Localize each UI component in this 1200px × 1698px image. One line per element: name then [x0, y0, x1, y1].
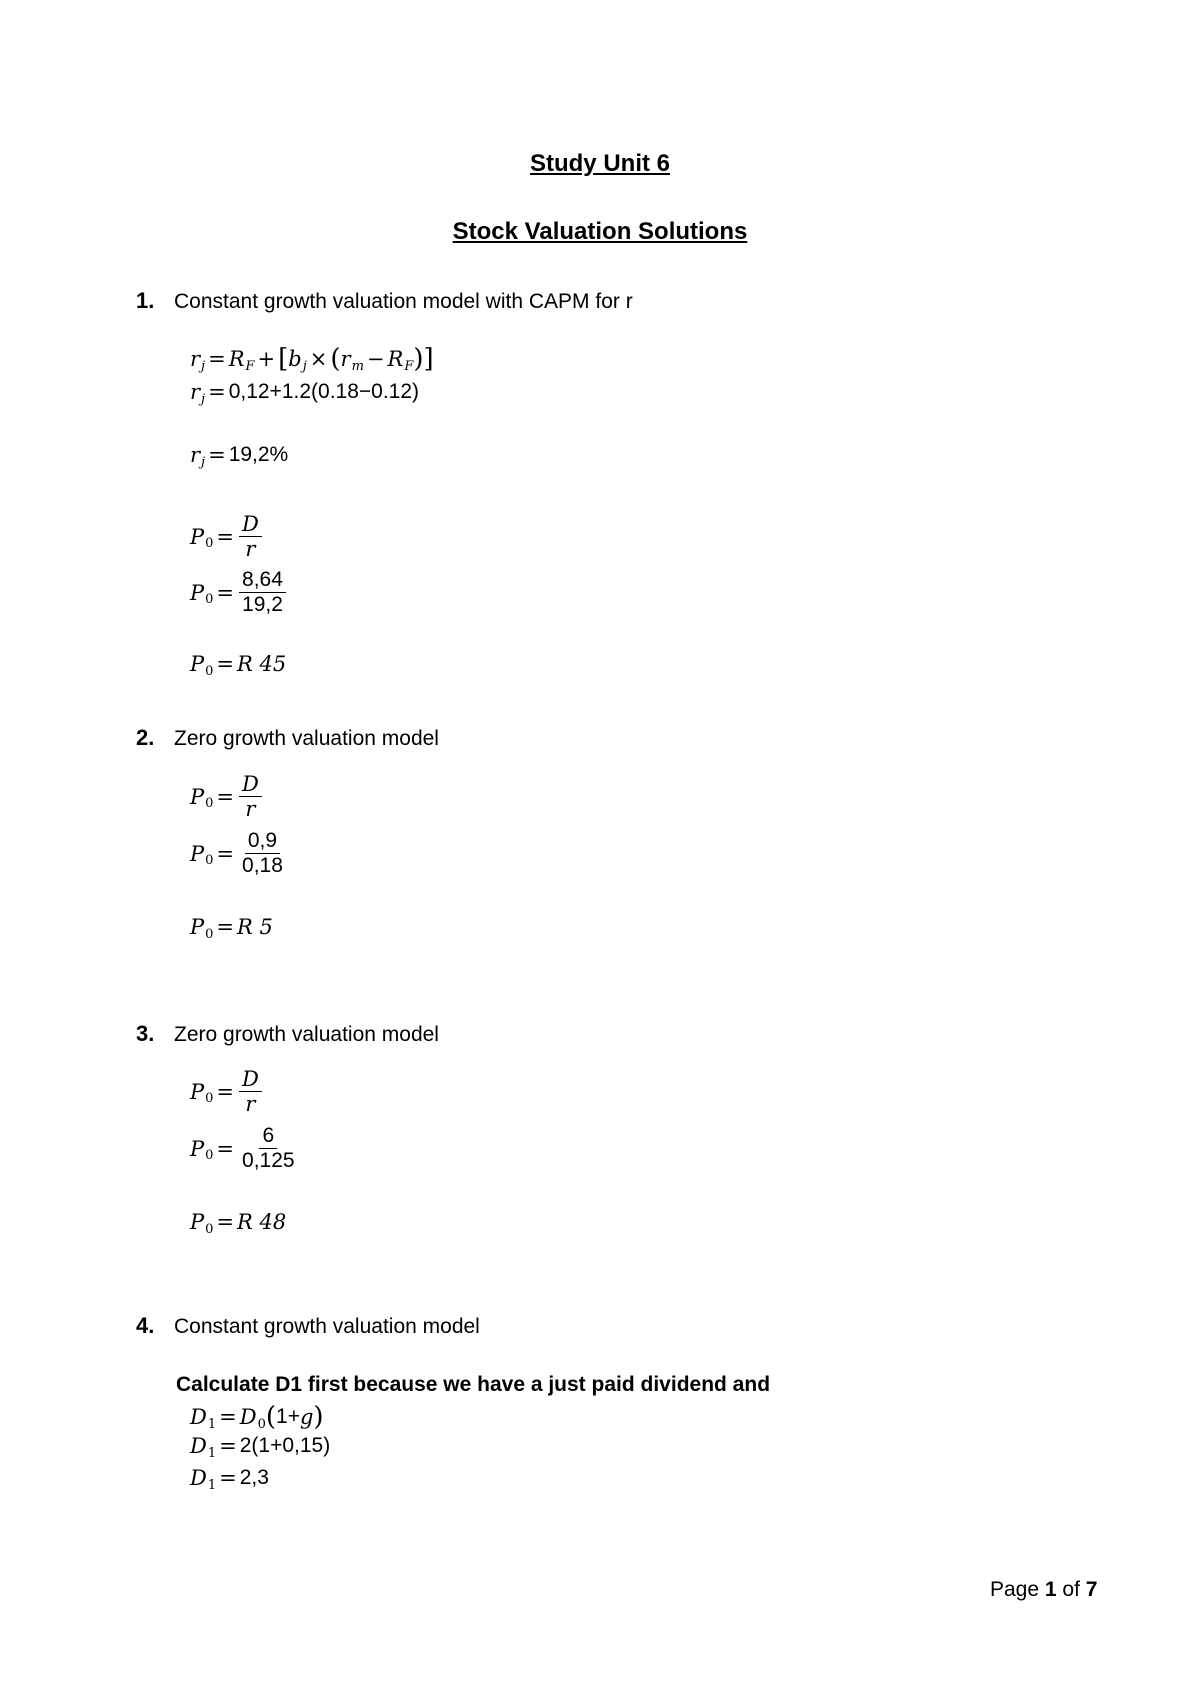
page-number: 1 [1044, 1578, 1057, 1601]
question-4-heading [136, 1313, 480, 1339]
question-3-heading [136, 1021, 439, 1047]
equation-price-substituted: P 0 = $\frac{8,64}{19,2}$ [190, 568, 286, 617]
question-number: 2. [136, 725, 155, 750]
of-word: of [1062, 1578, 1080, 1601]
equation-capm-result: r j = 19,2% [190, 443, 289, 470]
equation-price-result: P 0 = R 45 [190, 652, 287, 679]
fraction-numerator: 8,64 [239, 568, 286, 593]
equation-value: 0,12+1.2(0.18−0.12) [228, 380, 420, 403]
equation-value: R 48 [237, 1210, 287, 1234]
page-word: Page [990, 1578, 1040, 1601]
equation-price-formula: P 0 = $\frac{D}{r}$ [190, 512, 262, 561]
page-title: Study Unit 6 [529, 150, 670, 177]
equation-d1-substituted: D 1 = 2(1+0,15) [190, 1434, 331, 1461]
instruction-note: Calculate D1 first because we have a just paid dividend and [176, 1373, 771, 1396]
equation-value: 2(1+0,15) [239, 1434, 331, 1457]
fraction-denominator: 0,18 [242, 854, 283, 877]
equation-value: 19,2% [228, 443, 289, 466]
equation-capm-formula: r j = R F + [ b j × ( r m − R F )] [190, 344, 434, 374]
equation-price-formula: P 0 = $\frac{D}{r}$ [190, 772, 262, 821]
question-text: Zero growth valuation model [174, 1023, 439, 1046]
equation-value: 2,3 [239, 1466, 269, 1489]
fraction-numerator: 6 [259, 1124, 277, 1149]
fraction-numerator: D [239, 1067, 262, 1092]
equation-price-formula: P 0 = $\frac{D}{r}$ [190, 1067, 262, 1116]
equation-price-substituted: P 0 = $\frac{6}{0,125}$ [190, 1124, 298, 1173]
page-total: 7 [1085, 1578, 1098, 1601]
fraction-numerator: D [239, 512, 262, 537]
fraction-denominator: r [245, 797, 256, 821]
question-text: Constant growth valuation model with CAPM for r [174, 290, 633, 313]
question-text: Constant growth valuation model [174, 1315, 480, 1338]
fraction-denominator: 0,125 [242, 1149, 295, 1172]
question-number: 3. [136, 1021, 155, 1046]
fraction-numerator: D [239, 772, 262, 797]
equation-price-result: P 0 = R 5 [190, 915, 273, 942]
question-2-heading [136, 725, 439, 751]
question-number: 1. [136, 288, 155, 313]
fraction-numerator: 0,9 [245, 829, 280, 854]
fraction-denominator: 19,2 [242, 593, 283, 616]
equation-price-result: P 0 = R 48 [190, 1210, 287, 1237]
equation-value: R 45 [237, 652, 287, 676]
fraction-denominator: r [245, 1092, 256, 1116]
equation-d1-formula: D 1 = D 0 ( 1+ g ) [190, 1402, 324, 1432]
equation-capm-substituted: r j = 0,12+1.2(0.18−0.12) [190, 380, 420, 407]
equation-value: R 5 [237, 915, 273, 939]
question-text: Zero growth valuation model [174, 727, 439, 750]
page-subtitle: Stock Valuation Solutions [452, 218, 748, 245]
question-1-heading [136, 288, 633, 314]
fraction-denominator: r [245, 537, 256, 561]
equation-price-substituted: P 0 = $\frac{0,9}{0,18}$ [190, 829, 286, 878]
equation-d1-result: D 1 = 2,3 [190, 1466, 269, 1493]
page-footer [990, 1578, 1097, 1602]
question-number: 4. [136, 1313, 155, 1338]
